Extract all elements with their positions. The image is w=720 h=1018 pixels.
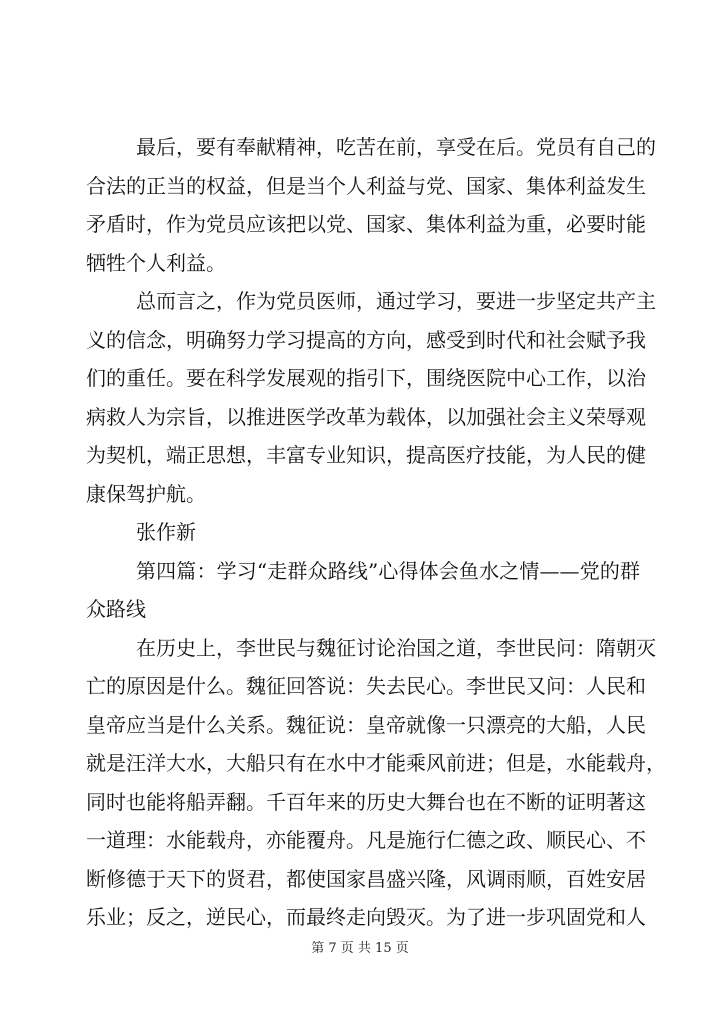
section-heading: 第四篇：学习“走群众路线”心得体会鱼水之情——党的群 <box>136 558 640 583</box>
section-heading-continued: 众路线 <box>86 597 146 621</box>
page-number-footer: 第 7 页 共 15 页 <box>311 941 409 956</box>
text-line: 乐业；反之，逆民心，而最终走向毁灭。为了进一步巩固党和人 <box>86 905 646 929</box>
text-line: 断修德于天下的贤君，都使国家昌盛兴隆，风调雨顺，百姓安居 <box>86 866 646 891</box>
text-line: 们的重任。要在科学发展观的指引下，围绕医院中心工作，以治 <box>86 366 646 390</box>
text-line: 亡的原因是什么。魏征回答说：失去民心。李世民又问：人民和 <box>86 674 646 698</box>
body-text <box>86 128 666 937</box>
text-line: 义的信念，明确努力学习提高的方向，感受到时代和社会赋予我 <box>86 327 646 352</box>
text-line: 在历史上，李世民与魏征讨论治国之道，李世民问：隋朝灭 <box>136 635 656 660</box>
text-line: 最后，要有奉献精神，吃苦在前，享受在后。党员有自己的 <box>136 135 656 159</box>
text-line: 康保驾护航。 <box>86 481 206 506</box>
author-name: 张作新 <box>136 520 196 544</box>
text-line: 皇帝应当是什么关系。魏征说：皇帝就像一只漂亮的大船，人民 <box>86 712 646 737</box>
text-line: 总而言之，作为党员医师，通过学习，要进一步坚定共产主 <box>136 289 656 313</box>
text-line: 一道理：水能载舟，亦能覆舟。凡是施行仁德之政、顺民心、不 <box>86 828 646 852</box>
text-line: 就是汪洋大水，大船只有在水中才能乘风前进；但是，水能载舟， <box>86 751 666 775</box>
text-line: 矛盾时，作为党员应该把以党、国家、集体利益为重，必要时能 <box>86 212 646 236</box>
text-line: 病救人为宗旨，以推进医学改革为载体，以加强社会主义荣辱观 <box>86 404 646 429</box>
text-line: 合法的正当的权益，但是当个人利益与党、国家、集体利益发生 <box>86 173 646 198</box>
text-line: 为契机，端正思想，丰富专业知识，提高医疗技能，为人民的健 <box>86 443 646 467</box>
text-line: 同时也能将船弄翻。千百年来的历史大舞台也在不断的证明著这 <box>86 789 646 814</box>
text-line: 牺牲个人利益。 <box>86 250 226 275</box>
